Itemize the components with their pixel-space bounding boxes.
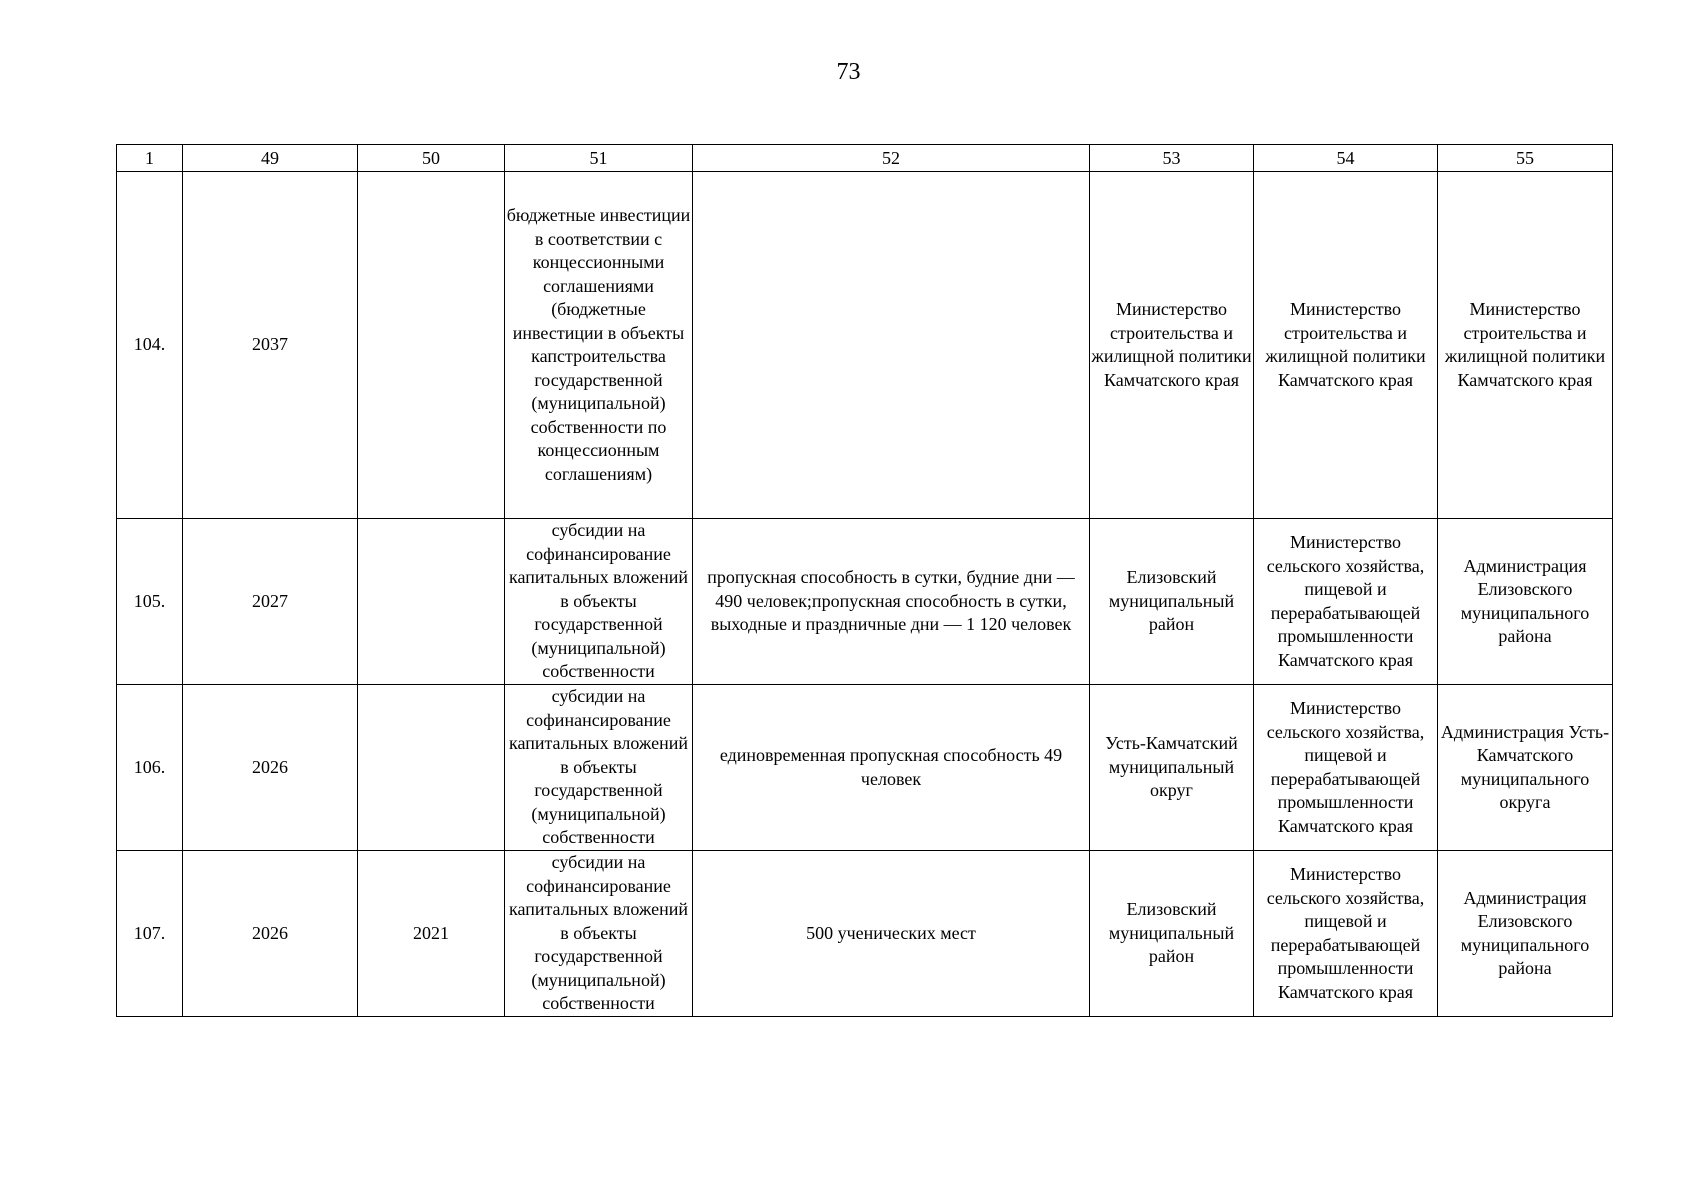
- funding-type-cell: субсидии на софинансирование капитальных вложений в объекты государственной (муниципальной) собственности: [505, 851, 693, 1017]
- responsible-ministry-cell: Министерство сельского хозяйства, пищевой и перерабатывающей промышленности Камчатского края: [1254, 851, 1438, 1017]
- table-row: [117, 519, 1613, 685]
- funding-type-cell: субсидии на софинансирование капитальных вложений в объекты государственной (муниципальной) собственности: [505, 685, 693, 851]
- row-number-cell: 106.: [117, 685, 183, 851]
- customer-cell: Администрация Елизовского муниципального района: [1438, 519, 1613, 685]
- year-cell: 2027: [183, 519, 358, 685]
- data-table: [116, 144, 1613, 1017]
- location-cell: Елизовский муниципальный район: [1090, 851, 1254, 1017]
- column-header: 54: [1254, 145, 1438, 172]
- location-cell: Елизовский муниципальный район: [1090, 519, 1254, 685]
- location-cell: Министерство строительства и жилищной политики Камчатского края: [1090, 172, 1254, 519]
- row-number-cell: 105.: [117, 519, 183, 685]
- column-header: 1: [117, 145, 183, 172]
- table-row: [117, 172, 1613, 519]
- table-header: [117, 145, 1613, 172]
- responsible-ministry-cell: Министерство сельского хозяйства, пищевой и перерабатывающей промышленности Камчатского края: [1254, 519, 1438, 685]
- page-number: 73: [836, 59, 861, 85]
- capacity-cell: 500 ученических мест: [693, 851, 1090, 1017]
- table-body: [117, 172, 1613, 1017]
- responsible-ministry-cell: Министерство строительства и жилищной политики Камчатского края: [1254, 172, 1438, 519]
- funding-type-cell: бюджетные инвестиции в соответствии с концессионными соглашениями (бюджетные инвестиции в объекты капстроительства государственной (муниципальной) собственности по концессионным соглашениям): [505, 172, 693, 519]
- col-50-cell: [358, 172, 505, 519]
- column-header: 49: [183, 145, 358, 172]
- funding-type-cell: субсидии на софинансирование капитальных вложений в объекты государственной (муниципальной) собственности: [505, 519, 693, 685]
- col-50-cell: [358, 685, 505, 851]
- column-header: 51: [505, 145, 693, 172]
- column-header: 52: [693, 145, 1090, 172]
- customer-cell: Администрация Усть-Камчатского муниципального округа: [1438, 685, 1613, 851]
- capacity-cell: пропускная способность в сутки, будние дни — 490 человек;пропускная способность в сутки, выходные и праздничные дни — 1 120 человек: [693, 519, 1090, 685]
- header-row: [117, 145, 1613, 172]
- capacity-cell: единовременная пропускная способность 49 человек: [693, 685, 1090, 851]
- column-header: 50: [358, 145, 505, 172]
- column-header: 53: [1090, 145, 1254, 172]
- customer-cell: Министерство строительства и жилищной политики Камчатского края: [1438, 172, 1613, 519]
- customer-cell: Администрация Елизовского муниципального района: [1438, 851, 1613, 1017]
- col-50-cell: 2021: [358, 851, 505, 1017]
- year-cell: 2026: [183, 851, 358, 1017]
- location-cell: Усть-Камчатский муниципальный округ: [1090, 685, 1254, 851]
- capacity-cell: [693, 172, 1090, 519]
- year-cell: 2026: [183, 685, 358, 851]
- table-row: [117, 685, 1613, 851]
- row-number-cell: 107.: [117, 851, 183, 1017]
- responsible-ministry-cell: Министерство сельского хозяйства, пищевой и перерабатывающей промышленности Камчатского края: [1254, 685, 1438, 851]
- row-number-cell: 104.: [117, 172, 183, 519]
- column-header: 55: [1438, 145, 1613, 172]
- col-50-cell: [358, 519, 505, 685]
- table-row: [117, 851, 1613, 1017]
- year-cell: 2037: [183, 172, 358, 519]
